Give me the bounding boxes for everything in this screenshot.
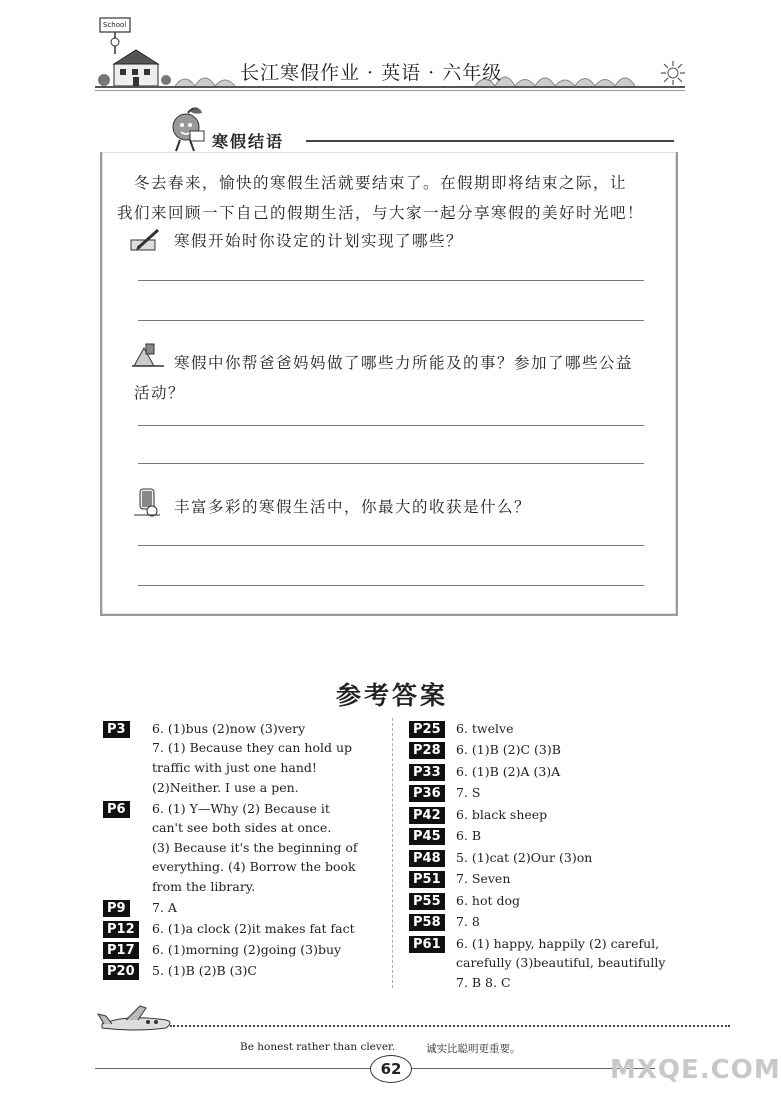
- watermark: MXQE.COM: [610, 1055, 781, 1085]
- answer-line: (2)Neither. I use a pen.: [152, 780, 299, 795]
- trophy-icon: [130, 485, 164, 519]
- page-tag: P17: [103, 942, 139, 959]
- answer-line-2a: [138, 425, 644, 426]
- page-tag: P3: [103, 721, 130, 738]
- section-title: 寒假结语: [212, 132, 285, 151]
- page-tag: P9: [103, 900, 130, 917]
- answer-line-3a: [138, 545, 644, 546]
- page-number: 62: [370, 1055, 412, 1083]
- answer-line: 5. (1)B (2)B (3)C: [152, 963, 257, 978]
- answer-line-3b: [138, 585, 644, 586]
- answer-line: 6. (1)morning (2)going (3)buy: [152, 942, 342, 957]
- answer-line: 6. (1)B (2)C (3)B: [456, 742, 561, 757]
- answer-line: traffic with just one hand!: [152, 760, 317, 775]
- answer-line: 6. (1) Y—Why (2) Because it: [152, 801, 330, 816]
- page-tag: P25: [409, 721, 445, 738]
- answer-line: 6. (1)bus (2)now (3)very: [152, 721, 306, 736]
- answer-line-1a: [138, 280, 644, 281]
- page-tag: P58: [409, 914, 445, 931]
- page-tag: P48: [409, 850, 445, 867]
- page-tag: P20: [103, 963, 139, 980]
- question-1: 寒假开始时你设定的计划实现了哪些？: [174, 232, 464, 250]
- school-sign-text: School: [103, 21, 127, 29]
- page-tag: P45: [409, 828, 445, 845]
- answer-line: 7. Seven: [456, 871, 511, 886]
- answer-line: can't see both sides at once.: [152, 820, 332, 835]
- intro-line-2: 我们来回顾一下自己的假期生活，与大家一起分享寒假的美好时光吧！: [117, 204, 645, 222]
- answers-column-divider: [392, 718, 394, 988]
- page-tag: P12: [103, 921, 139, 938]
- question-2-line-1: 寒假中你帮爸爸妈妈做了哪些力所能及的事？参加了哪些公益: [174, 354, 634, 372]
- answer-line: everything. (4) Borrow the book: [152, 859, 356, 874]
- airplane-decoration-icon: [96, 1000, 180, 1040]
- page-tag: P6: [103, 801, 130, 818]
- answer-line: 7. (1) Because they can hold up: [152, 740, 353, 755]
- answer-line-1b: [138, 320, 644, 321]
- answer-line: 6. (1)B (2)A (3)A: [456, 764, 561, 779]
- sun-icon: [660, 60, 686, 86]
- house-chores-icon: [130, 340, 166, 368]
- page-tag: P28: [409, 742, 445, 759]
- answer-line: 6. twelve: [456, 721, 514, 736]
- header-rule-thin: [95, 90, 685, 91]
- page-tag: P61: [409, 936, 445, 953]
- answer-line: 5. (1)cat (2)Our (3)on: [456, 850, 593, 865]
- answer-line: (3) Because it's the beginning of: [152, 840, 358, 855]
- section-title-rule: [306, 140, 674, 142]
- answer-line: 6. B: [456, 828, 482, 843]
- answer-line: 6. black sheep: [456, 807, 548, 822]
- answer-line-2b: [138, 463, 644, 464]
- header-rule: [95, 86, 685, 88]
- footer-motto-en: Be honest rather than clever.: [240, 1041, 396, 1053]
- answer-line: from the library.: [152, 879, 256, 894]
- page-tag: P51: [409, 871, 445, 888]
- page-tag: P36: [409, 785, 445, 802]
- answer-line: 7. B 8. C: [456, 975, 511, 990]
- footer-dotted-line: [170, 1025, 730, 1027]
- answers-title: 参考答案: [336, 681, 449, 710]
- answer-line: 6. hot dog: [456, 893, 521, 908]
- intro-line-1: 冬去春来，愉快的寒假生活就要结束了。在假期即将结束之际，让: [134, 174, 628, 192]
- page-tag: P42: [409, 807, 445, 824]
- page-tag: P55: [409, 893, 445, 910]
- answer-line: 6. (1) happy, happily (2) careful,: [456, 936, 660, 951]
- answer-line: carefully (3)beautiful, beautifully: [456, 955, 666, 970]
- footer-motto-cn: 诚实比聪明更重要。: [426, 1043, 521, 1055]
- header-title: 长江寒假作业 · 英语 · 六年级: [240, 62, 503, 84]
- pencil-book-icon: [128, 228, 164, 254]
- answer-line: 7. 8: [456, 914, 480, 929]
- answer-line: 6. (1)a clock (2)it makes fat fact: [152, 921, 355, 936]
- question-3: 丰富多彩的寒假生活中，你最大的收获是什么？: [174, 498, 532, 516]
- apple-mascot-icon: [166, 105, 212, 155]
- question-2-line-2: 活动？: [134, 384, 186, 402]
- page-tag: P33: [409, 764, 445, 781]
- answer-line: 7. S: [456, 785, 481, 800]
- answer-line: 7. A: [152, 900, 177, 915]
